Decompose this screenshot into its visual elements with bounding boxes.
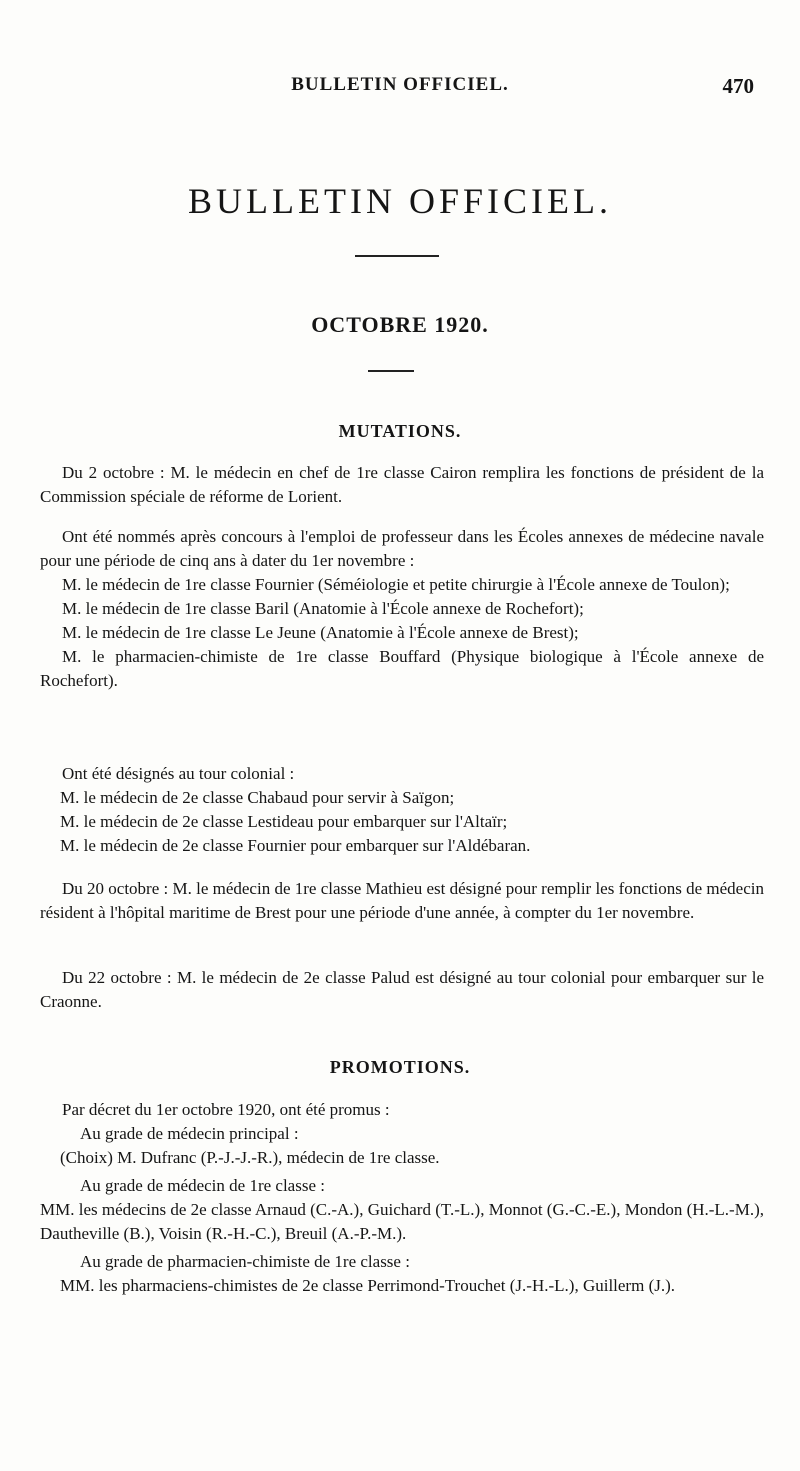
paragraph-text: Du 22 octobre : M. le médecin de 2e classe Palud est désigné au tour colonial pour embarquer sur le Craonne. [40,968,764,1011]
names-list: MM. les médecins de 2e classe Arnaud (C.-A.), Guichard (T.-L.), Monnot (G.-C.-E.), Mondon (H.-L.-M.), Dautheville (B.), Voisin (R.-H.-C.), Breuil (A.-P.-M.). [40,1200,764,1243]
mutation-paragraph [40,461,764,509]
section-heading-promotions: PROMOTIONS. [329,1057,471,1077]
paragraph-text: Par décret du 1er octobre 1920, ont été promus : [62,1100,390,1119]
list-item: M. le pharmacien-chimiste de 1re classe Bouffard (Physique biologique à l'École annexe de Rochefort). [40,647,764,690]
list-item: M. le médecin de 1re classe Baril (Anatomie à l'École annexe de Rochefort); [62,599,584,618]
mutation-paragraph [40,966,764,1014]
mutation-paragraph [40,525,764,693]
document-title: BULLETIN OFFICIEL. [188,181,612,221]
paragraph-text: Ont été désignés au tour colonial : [62,764,295,783]
list-item: M. le médecin de 2e classe Fournier pour embarquer sur l'Aldébaran. [60,836,531,855]
names-list: (Choix) M. Dufranc (P.-J.-J.-R.), médecin de 1re classe. [60,1148,440,1167]
paragraph-text: Du 20 octobre : M. le médecin de 1re classe Mathieu est désigné pour remplir les fonctions de médecin résident à l'hôpital maritime de Brest pour une période d'une année, à compter du 1er novembre. [40,879,764,922]
section-heading-mutations: MUTATIONS. [338,421,462,441]
grade-heading: Au grade de médecin de 1re classe : [80,1176,325,1195]
list-item: M. le médecin de 2e classe Chabaud pour servir à Saïgon; [60,788,455,807]
list-item: M. le médecin de 1re classe Fournier (Séméiologie et petite chirurgie à l'École annexe de Toulon); [62,575,730,594]
grade-heading: Au grade de médecin principal : [80,1124,299,1143]
names-list: MM. les pharmaciens-chimistes de 2e classe Perrimond-Trouchet (J.-H.-L.), Guillerm (J.). [60,1276,676,1295]
promotion-block [40,1098,764,1298]
paragraph-text: Ont été nommés après concours à l'emploi de professeur dans les Écoles annexes de médecine navale pour une période de cinq ans à dater du 1er novembre : [40,527,764,570]
grade-heading: Au grade de pharmacien-chimiste de 1re classe : [80,1252,410,1271]
paragraph-text: Du 2 octobre : M. le médecin en chef de 1re classe Cairon remplira les fonctions de président de la Commission spéciale de réforme de Lorient. [40,463,764,506]
month-divider [368,370,414,372]
list-item: M. le médecin de 1re classe Le Jeune (Anatomie à l'École annexe de Brest); [62,623,579,642]
title-divider [355,255,439,257]
running-header-title: BULLETIN OFFICIEL. [291,74,509,95]
list-item: M. le médecin de 2e classe Lestideau pour embarquer sur l'Altaïr; [60,812,508,831]
page-number: 470 [722,74,754,98]
mutation-paragraph [40,762,764,858]
mutation-paragraph [40,877,764,925]
month-heading: OCTOBRE 1920. [311,312,489,337]
